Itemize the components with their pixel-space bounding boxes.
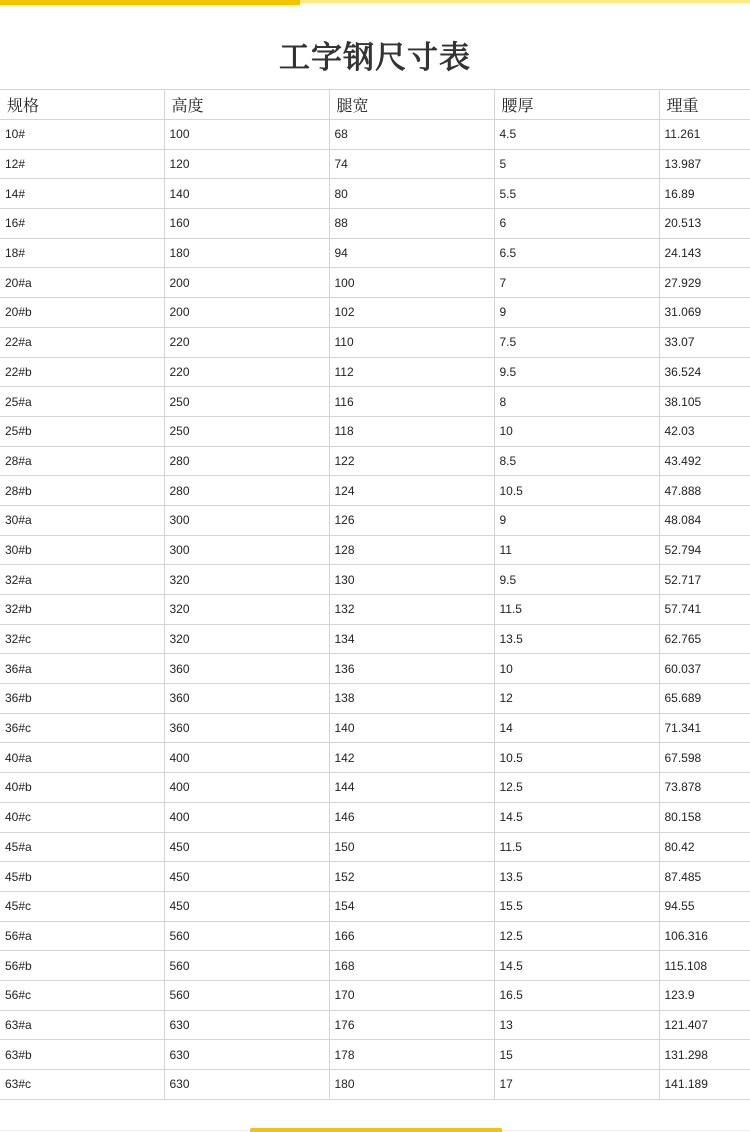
table-row (0, 209, 750, 239)
table-cell-theoretical-weight: 123.9 (659, 980, 750, 1010)
table-cell-height: 250 (164, 416, 329, 446)
table-row (0, 120, 750, 150)
table-row (0, 891, 750, 921)
table-cell-height: 560 (164, 980, 329, 1010)
table-cell-height: 360 (164, 713, 329, 743)
table-row (0, 743, 750, 773)
table-cell-web-thickness: 13 (494, 1010, 659, 1040)
table-cell-flange-width: 130 (329, 565, 494, 595)
table-cell-web-thickness: 7 (494, 268, 659, 298)
table-cell-theoretical-weight: 36.524 (659, 357, 750, 387)
table-cell-web-thickness: 11 (494, 535, 659, 565)
table-cell-spec: 14# (0, 179, 164, 209)
table-cell-web-thickness: 8.5 (494, 446, 659, 476)
table-header (0, 90, 750, 120)
table-cell-spec: 32#a (0, 565, 164, 595)
table-row (0, 298, 750, 328)
table-row (0, 832, 750, 862)
table-cell-web-thickness: 6.5 (494, 238, 659, 268)
table-cell-spec: 36#a (0, 654, 164, 684)
table-cell-flange-width: 126 (329, 505, 494, 535)
table-cell-theoretical-weight: 131.298 (659, 1040, 750, 1070)
table-cell-web-thickness: 10.5 (494, 476, 659, 506)
table-cell-spec: 56#b (0, 951, 164, 981)
table-cell-web-thickness: 9.5 (494, 565, 659, 595)
table-cell-spec: 36#c (0, 713, 164, 743)
table-cell-spec: 63#c (0, 1070, 164, 1100)
table-cell-flange-width: 110 (329, 327, 494, 357)
table-cell-height: 320 (164, 595, 329, 625)
table-cell-flange-width: 118 (329, 416, 494, 446)
table-cell-spec: 56#a (0, 921, 164, 951)
header-cell-spec: 规格 (0, 90, 164, 120)
table-cell-web-thickness: 10.5 (494, 743, 659, 773)
table-cell-spec: 18# (0, 238, 164, 268)
table-cell-spec: 40#a (0, 743, 164, 773)
table-cell-height: 120 (164, 149, 329, 179)
table-cell-height: 280 (164, 446, 329, 476)
top-accent-bar-light (300, 0, 750, 3)
table-row (0, 416, 750, 446)
table-cell-web-thickness: 12.5 (494, 921, 659, 951)
table-cell-theoretical-weight: 80.158 (659, 802, 750, 832)
table-row (0, 654, 750, 684)
table-cell-theoretical-weight: 71.341 (659, 713, 750, 743)
table-cell-height: 630 (164, 1070, 329, 1100)
table-cell-spec: 28#b (0, 476, 164, 506)
table-row (0, 476, 750, 506)
header-cell-flange-width: 腿宽 (329, 90, 494, 120)
table-cell-theoretical-weight: 16.89 (659, 179, 750, 209)
table-cell-spec: 45#a (0, 832, 164, 862)
table-cell-height: 200 (164, 268, 329, 298)
table-cell-theoretical-weight: 87.485 (659, 862, 750, 892)
table-cell-height: 100 (164, 120, 329, 150)
table-row (0, 921, 750, 951)
table-cell-theoretical-weight: 24.143 (659, 238, 750, 268)
table-cell-height: 300 (164, 505, 329, 535)
table-cell-flange-width: 112 (329, 357, 494, 387)
table-cell-flange-width: 68 (329, 120, 494, 150)
table-cell-web-thickness: 16.5 (494, 980, 659, 1010)
table-cell-spec: 28#a (0, 446, 164, 476)
table-cell-theoretical-weight: 13.987 (659, 149, 750, 179)
table-cell-spec: 25#a (0, 387, 164, 417)
table-cell-web-thickness: 10 (494, 416, 659, 446)
table-cell-web-thickness: 14.5 (494, 802, 659, 832)
table-cell-spec: 40#c (0, 802, 164, 832)
table-cell-spec: 45#b (0, 862, 164, 892)
table-row (0, 980, 750, 1010)
table-row (0, 1040, 750, 1070)
table-cell-flange-width: 88 (329, 209, 494, 239)
table-cell-flange-width: 102 (329, 298, 494, 328)
table-cell-spec: 30#a (0, 505, 164, 535)
table-cell-spec: 56#c (0, 980, 164, 1010)
table-cell-height: 180 (164, 238, 329, 268)
table-cell-theoretical-weight: 73.878 (659, 773, 750, 803)
table-cell-height: 200 (164, 298, 329, 328)
table-row (0, 1010, 750, 1040)
table-row (0, 624, 750, 654)
table-row (0, 179, 750, 209)
table-cell-theoretical-weight: 43.492 (659, 446, 750, 476)
table-cell-spec: 10# (0, 120, 164, 150)
table-cell-spec: 20#a (0, 268, 164, 298)
table-cell-spec: 22#a (0, 327, 164, 357)
table-row (0, 802, 750, 832)
table-cell-height: 400 (164, 743, 329, 773)
table-row (0, 387, 750, 417)
table-cell-height: 360 (164, 684, 329, 714)
table-cell-flange-width: 176 (329, 1010, 494, 1040)
table-cell-height: 630 (164, 1010, 329, 1040)
table-cell-spec: 36#b (0, 684, 164, 714)
table-cell-flange-width: 122 (329, 446, 494, 476)
table-cell-web-thickness: 14 (494, 713, 659, 743)
bottom-accent-bar (250, 1128, 502, 1132)
table-cell-flange-width: 80 (329, 179, 494, 209)
table-cell-height: 450 (164, 832, 329, 862)
table-cell-height: 160 (164, 209, 329, 239)
table-cell-flange-width: 166 (329, 921, 494, 951)
table-row (0, 535, 750, 565)
table-cell-web-thickness: 8 (494, 387, 659, 417)
table-cell-theoretical-weight: 60.037 (659, 654, 750, 684)
table-cell-flange-width: 128 (329, 535, 494, 565)
page-title: 工字钢尺寸表 (279, 40, 471, 76)
table-cell-web-thickness: 9 (494, 298, 659, 328)
table-cell-theoretical-weight: 57.741 (659, 595, 750, 625)
table-cell-theoretical-weight: 106.316 (659, 921, 750, 951)
table-cell-height: 450 (164, 891, 329, 921)
table-cell-web-thickness: 13.5 (494, 862, 659, 892)
table-cell-web-thickness: 15 (494, 1040, 659, 1070)
table-cell-theoretical-weight: 52.794 (659, 535, 750, 565)
table-cell-flange-width: 180 (329, 1070, 494, 1100)
table-cell-height: 400 (164, 802, 329, 832)
table-cell-flange-width: 138 (329, 684, 494, 714)
table-cell-height: 630 (164, 1040, 329, 1070)
table-row (0, 951, 750, 981)
table-row (0, 773, 750, 803)
table-cell-spec: 32#c (0, 624, 164, 654)
table-cell-flange-width: 140 (329, 713, 494, 743)
table-cell-spec: 16# (0, 209, 164, 239)
table-cell-theoretical-weight: 80.42 (659, 832, 750, 862)
table-cell-spec: 25#b (0, 416, 164, 446)
table-cell-flange-width: 124 (329, 476, 494, 506)
table-cell-flange-width: 152 (329, 862, 494, 892)
table-cell-theoretical-weight: 31.069 (659, 298, 750, 328)
table-row (0, 268, 750, 298)
table-cell-flange-width: 154 (329, 891, 494, 921)
table-header-row (0, 90, 750, 120)
table-cell-height: 220 (164, 357, 329, 387)
table-cell-web-thickness: 5.5 (494, 179, 659, 209)
table-cell-theoretical-weight: 47.888 (659, 476, 750, 506)
table-cell-height: 140 (164, 179, 329, 209)
table-cell-theoretical-weight: 20.513 (659, 209, 750, 239)
table-cell-flange-width: 146 (329, 802, 494, 832)
table-cell-spec: 30#b (0, 535, 164, 565)
table-cell-web-thickness: 11.5 (494, 595, 659, 625)
top-accent-bar (0, 0, 750, 6)
table-cell-theoretical-weight: 65.689 (659, 684, 750, 714)
table-cell-flange-width: 170 (329, 980, 494, 1010)
i-beam-spec-table (0, 89, 750, 1100)
table-cell-spec: 32#b (0, 595, 164, 625)
table-cell-flange-width: 94 (329, 238, 494, 268)
table-cell-web-thickness: 17 (494, 1070, 659, 1100)
header-cell-theoretical-weight: 理重 (659, 90, 750, 120)
table-cell-spec: 22#b (0, 357, 164, 387)
table-cell-theoretical-weight: 42.03 (659, 416, 750, 446)
header-cell-height: 高度 (164, 90, 329, 120)
header-cell-web-thickness: 腰厚 (494, 90, 659, 120)
table-cell-spec: 63#b (0, 1040, 164, 1070)
table-row (0, 327, 750, 357)
table-row (0, 862, 750, 892)
table-cell-web-thickness: 10 (494, 654, 659, 684)
table-cell-web-thickness: 12.5 (494, 773, 659, 803)
table-cell-spec: 45#c (0, 891, 164, 921)
table-cell-flange-width: 144 (329, 773, 494, 803)
table-cell-height: 320 (164, 624, 329, 654)
table-cell-spec: 40#b (0, 773, 164, 803)
table-body (0, 120, 750, 1100)
table-cell-spec: 20#b (0, 298, 164, 328)
table-row (0, 684, 750, 714)
table-cell-flange-width: 142 (329, 743, 494, 773)
table-row (0, 357, 750, 387)
table-cell-flange-width: 178 (329, 1040, 494, 1070)
table-cell-theoretical-weight: 48.084 (659, 505, 750, 535)
table-cell-web-thickness: 9.5 (494, 357, 659, 387)
table-row (0, 713, 750, 743)
table-cell-height: 220 (164, 327, 329, 357)
table-cell-web-thickness: 6 (494, 209, 659, 239)
table-cell-spec: 12# (0, 149, 164, 179)
table-cell-theoretical-weight: 27.929 (659, 268, 750, 298)
table-cell-theoretical-weight: 94.55 (659, 891, 750, 921)
table-cell-height: 360 (164, 654, 329, 684)
table-cell-theoretical-weight: 67.598 (659, 743, 750, 773)
spec-table-container (0, 89, 750, 1100)
table-cell-flange-width: 150 (329, 832, 494, 862)
table-row (0, 505, 750, 535)
table-cell-flange-width: 136 (329, 654, 494, 684)
table-cell-web-thickness: 11.5 (494, 832, 659, 862)
table-cell-web-thickness: 12 (494, 684, 659, 714)
table-cell-web-thickness: 5 (494, 149, 659, 179)
table-cell-theoretical-weight: 11.261 (659, 120, 750, 150)
table-cell-theoretical-weight: 52.717 (659, 565, 750, 595)
table-cell-web-thickness: 15.5 (494, 891, 659, 921)
table-cell-web-thickness: 14.5 (494, 951, 659, 981)
table-row (0, 238, 750, 268)
table-cell-web-thickness: 7.5 (494, 327, 659, 357)
table-cell-theoretical-weight: 121.407 (659, 1010, 750, 1040)
table-cell-height: 560 (164, 951, 329, 981)
table-cell-flange-width: 134 (329, 624, 494, 654)
table-row (0, 446, 750, 476)
table-cell-theoretical-weight: 141.189 (659, 1070, 750, 1100)
table-cell-theoretical-weight: 62.765 (659, 624, 750, 654)
table-cell-flange-width: 74 (329, 149, 494, 179)
table-cell-theoretical-weight: 33.07 (659, 327, 750, 357)
table-cell-flange-width: 168 (329, 951, 494, 981)
table-cell-web-thickness: 9 (494, 505, 659, 535)
table-cell-flange-width: 116 (329, 387, 494, 417)
table-cell-height: 560 (164, 921, 329, 951)
table-row (0, 149, 750, 179)
table-cell-flange-width: 132 (329, 595, 494, 625)
table-cell-theoretical-weight: 38.105 (659, 387, 750, 417)
table-cell-web-thickness: 4.5 (494, 120, 659, 150)
table-row (0, 565, 750, 595)
table-cell-theoretical-weight: 115.108 (659, 951, 750, 981)
table-cell-flange-width: 100 (329, 268, 494, 298)
table-cell-web-thickness: 13.5 (494, 624, 659, 654)
table-cell-height: 300 (164, 535, 329, 565)
table-row (0, 595, 750, 625)
table-cell-height: 320 (164, 565, 329, 595)
table-cell-height: 450 (164, 862, 329, 892)
table-row (0, 1070, 750, 1100)
top-accent-bar-dark (0, 0, 300, 5)
table-cell-height: 400 (164, 773, 329, 803)
table-cell-height: 280 (164, 476, 329, 506)
table-cell-height: 250 (164, 387, 329, 417)
table-cell-spec: 63#a (0, 1010, 164, 1040)
